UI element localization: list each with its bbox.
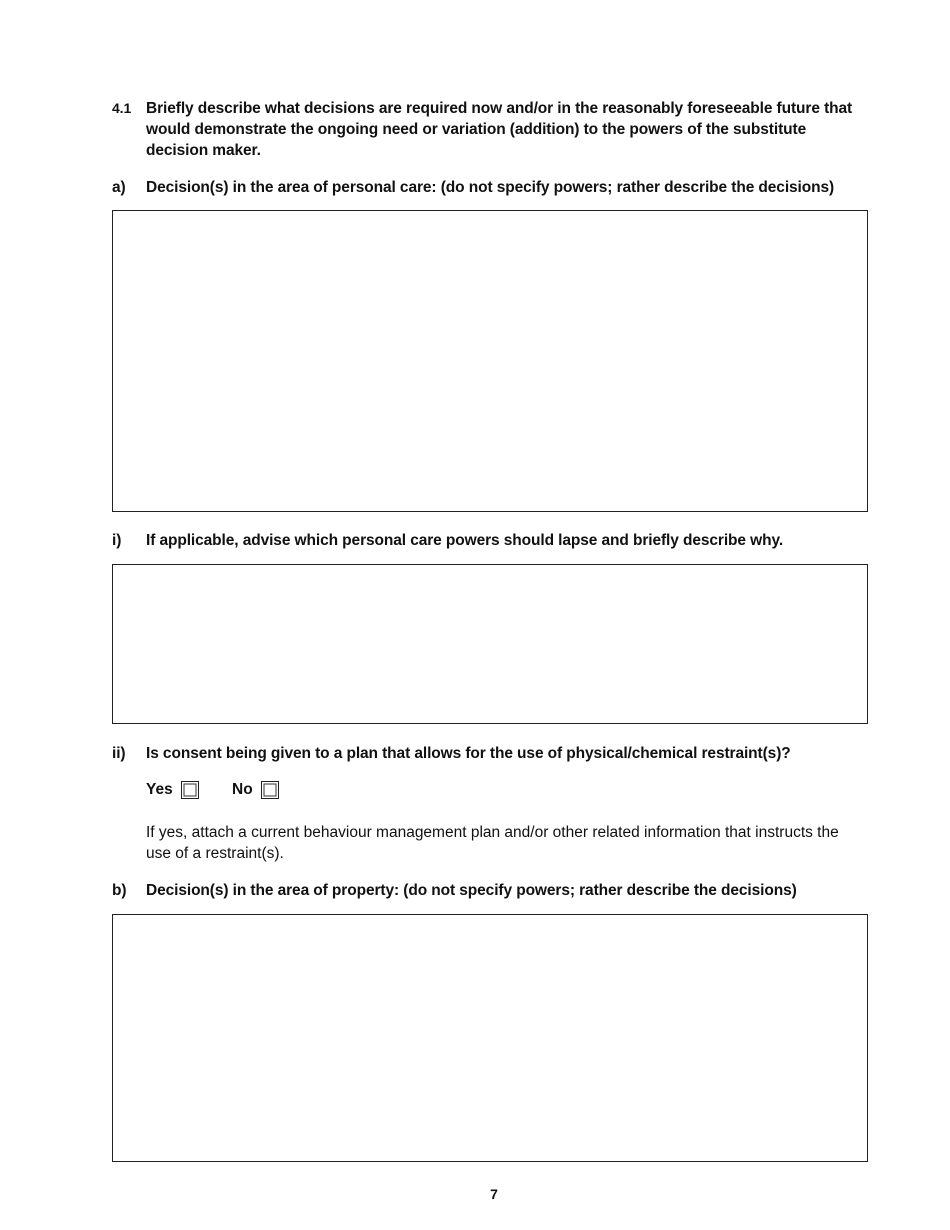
lapse-powers-field[interactable]	[112, 564, 868, 724]
question-ii-text: Is consent being given to a plan that allows for the use of physical/chemical restraint(s)?	[146, 745, 791, 762]
section-4-1-heading	[112, 98, 872, 161]
yes-option	[146, 780, 199, 800]
no-option	[232, 780, 279, 800]
section-text: Briefly describe what decisions are required now and/or in the reasonably foreseeable future that would demonstrate the ongoing need or variation (addition) to the powers of the substitute decision maker.	[146, 100, 853, 159]
no-checkbox[interactable]	[261, 781, 279, 799]
question-i-label	[112, 530, 872, 551]
section-number: 4.1	[112, 100, 132, 116]
question-a-text: Decision(s) in the area of personal care: (do not specify powers; rather describe the decisions)	[146, 179, 835, 196]
restraint-note: If yes, attach a current behaviour management plan and/or other related information that instructs the use of a restraint(s).	[146, 824, 839, 862]
question-ii-number: ii)	[112, 745, 126, 762]
yes-label: Yes	[146, 781, 173, 798]
question-b-text: Decision(s) in the area of property: (do not specify powers; rather describe the decisions)	[146, 882, 797, 899]
question-ii-label	[112, 743, 872, 764]
question-b-number: b)	[112, 882, 127, 899]
question-a-label	[112, 177, 872, 198]
page-number: 7	[490, 1186, 498, 1202]
question-a-number: a)	[112, 179, 126, 196]
property-decisions-field[interactable]	[112, 914, 868, 1162]
no-label: No	[232, 781, 253, 798]
question-i-text: If applicable, advise which personal care powers should lapse and briefly describe why.	[146, 532, 784, 549]
question-i-number: i)	[112, 532, 122, 549]
question-b-label	[112, 880, 872, 901]
personal-care-decisions-field[interactable]	[112, 210, 868, 512]
yes-checkbox[interactable]	[181, 781, 199, 799]
